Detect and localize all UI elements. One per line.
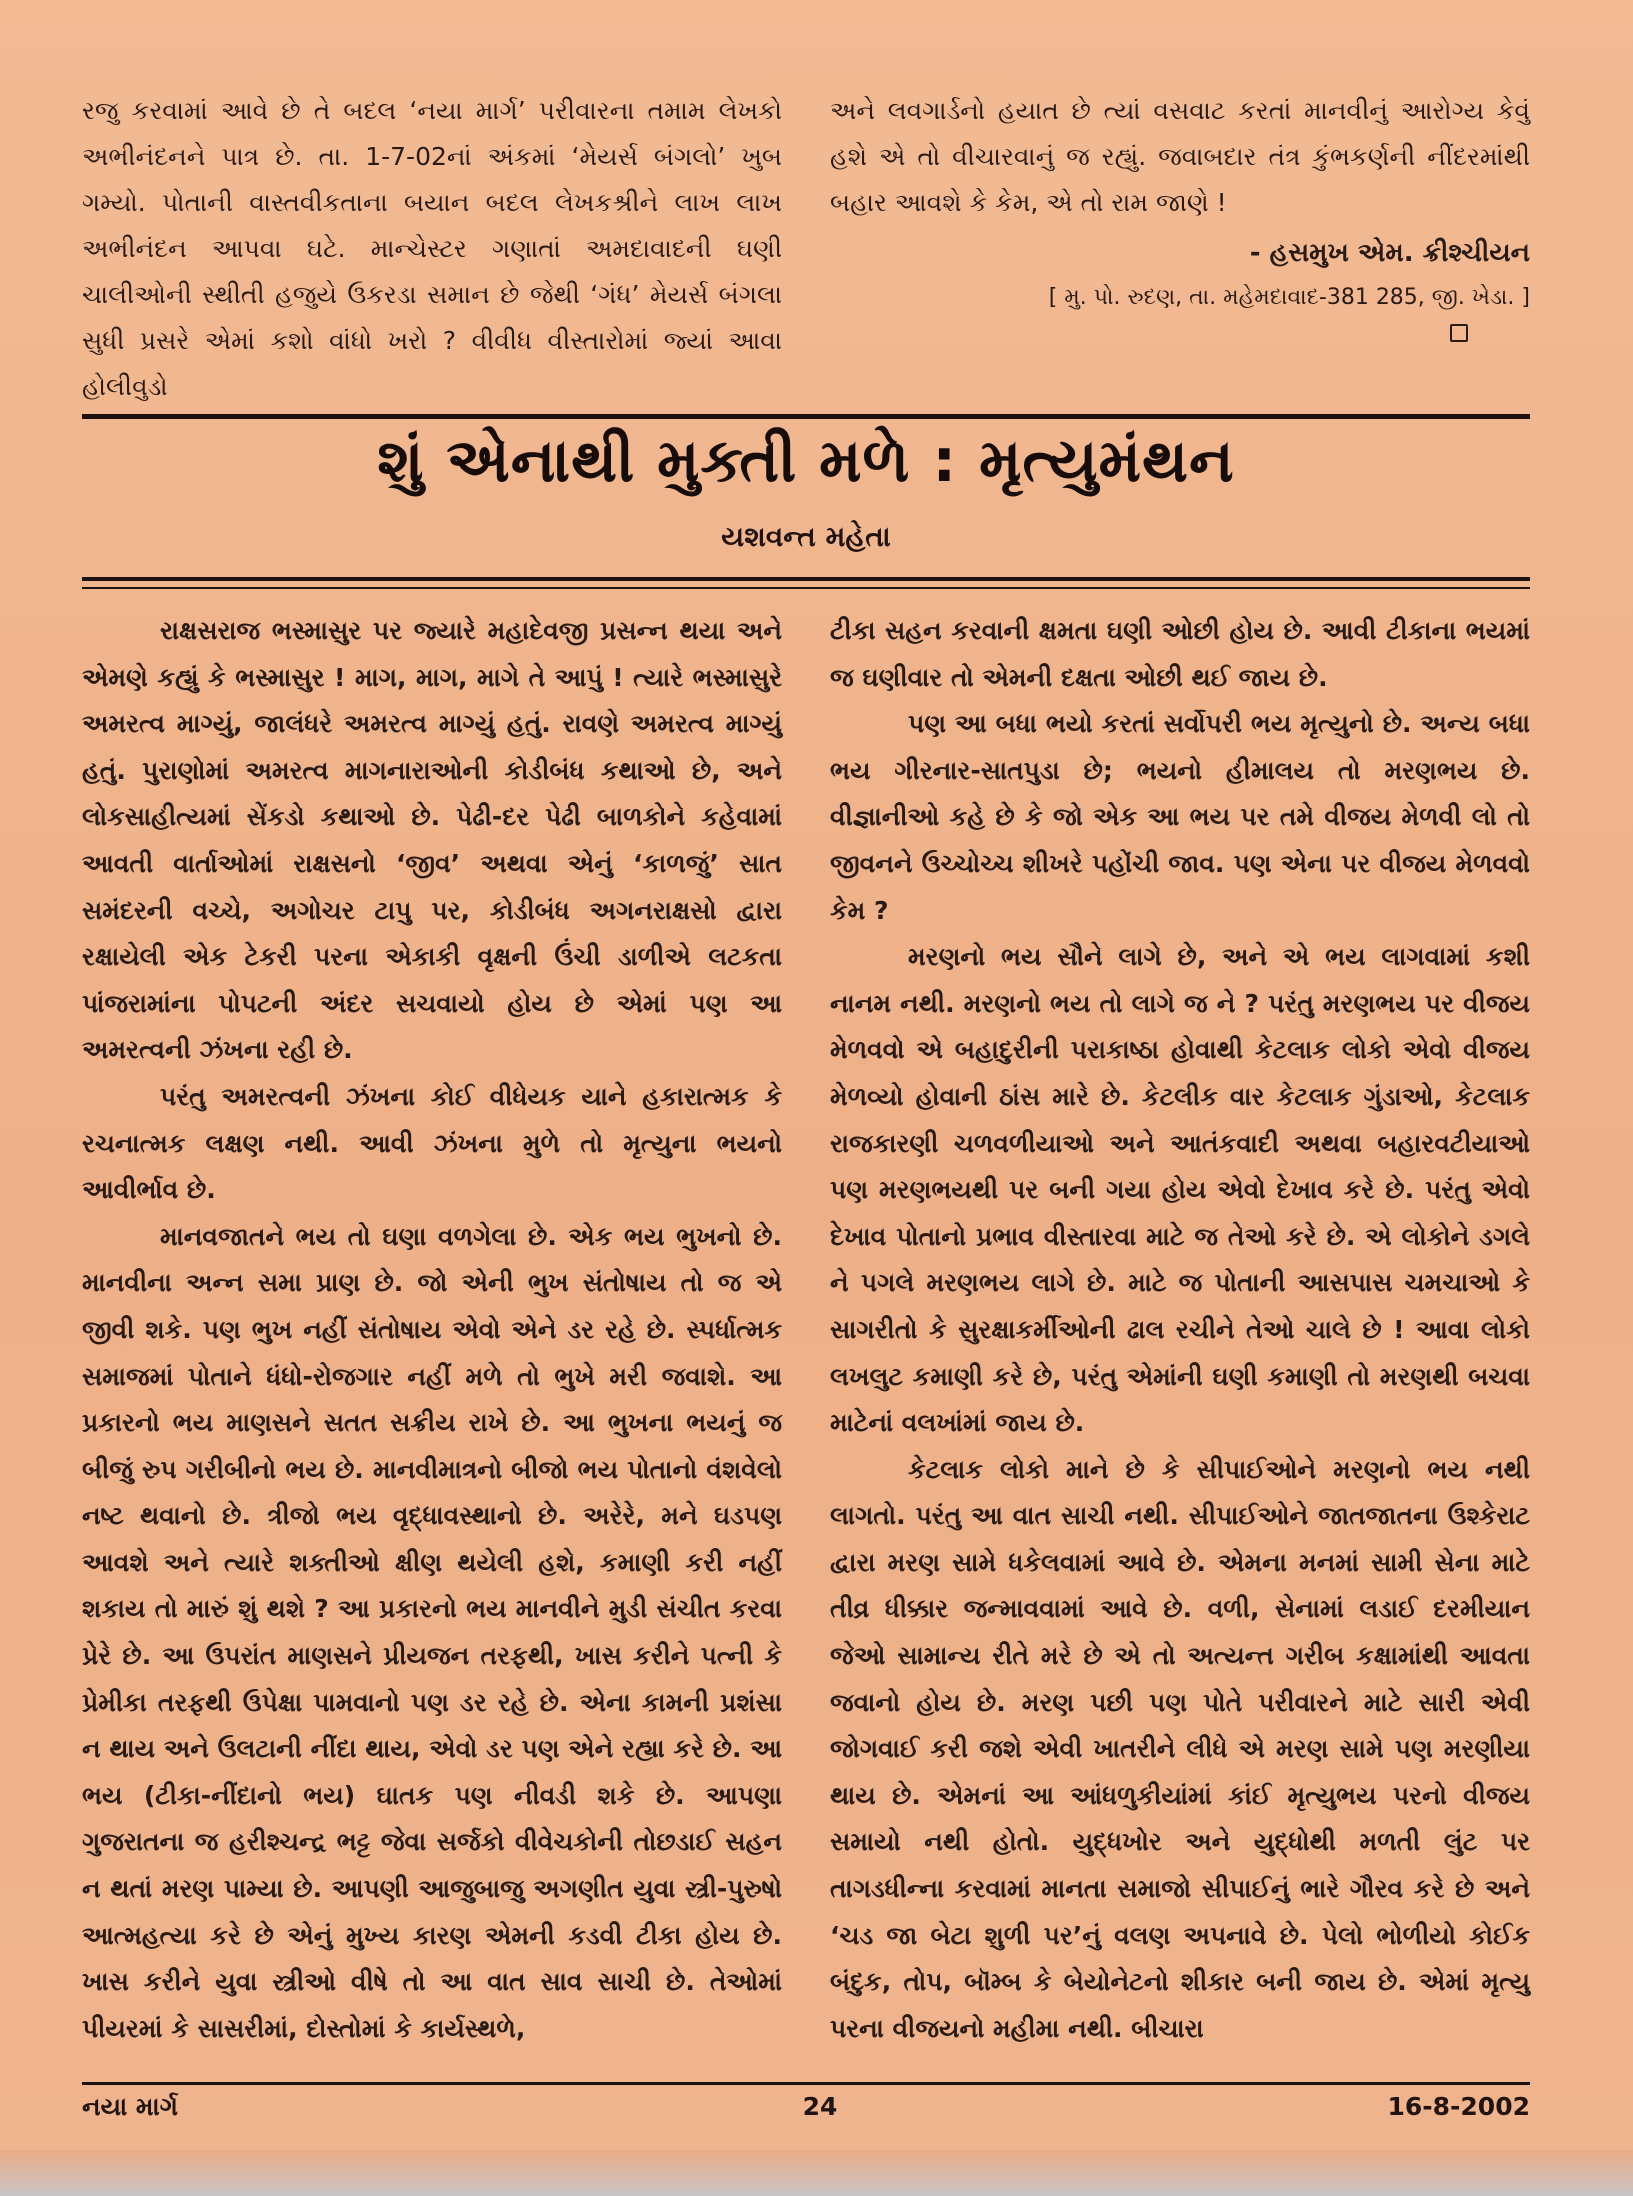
divider bbox=[82, 414, 1530, 419]
article-paragraph: રાક્ષસરાજ ભસ્માસુર પર જ્યારે મહાદેવજી પ્રસન્ન થયા અને એમણે કહ્યું કે ભસ્માસુર ! માગ, માગ, માગે તે આપું ! ત્યારે ભસ્માસુરે અમરત્વ માગ્યું, જાલંધરે અમરત્વ માગ્યું હતું. રાવણે અમરત્વ માગ્યું હતું. પુરાણોમાં અમરત્વ માગનારાઓની કોડીબંધ કથાઓ છે, અને લોકસાહીત્યમાં સેંકડો કથાઓ છે. પેઢી-દર પેઢી બાળકોને કહેવામાં આવતી વાર્તાઓમાં રાક્ષસનો ‘જીવ’ અથવા એનું ‘કાળજું’ સાત સમંદરની વચ્ચે, અગોચર ટાપુ પર, કોડીબંધ અગનરાક્ષસો દ્વારા રક્ષાયેલી એક ટેકરી પરના એકાકી વૃક્ષની ઉંચી ડાળીએ લટકતા પાંજરામાંના પોપટની અંદર સચવાયો હોય છે એમાં પણ આ અમરત્વની ઝંખના રહી છે. bbox=[82, 616, 782, 1065]
footer-magazine-name: નયા માર્ગ bbox=[82, 2092, 178, 2121]
end-mark-icon bbox=[1450, 324, 1468, 342]
divider bbox=[82, 587, 1530, 589]
letter-signature: - હસમુખ એમ. ક્રીશ્ચીયન bbox=[1249, 238, 1530, 268]
letter-right-column bbox=[830, 88, 1530, 342]
article-paragraph: મરણનો ભય સૌને લાગે છે, અને એ ભય લાગવામાં કશી નાનમ નથી. મરણનો ભય તો લાગે જ ને ? પરંતુ મરણભય પર વીજય મેળવવો એ બહાદુરીની પરાકાષ્ઠા હોવાથી કેટલાક લોકો એવો વીજય મેળવ્યો હોવાની ઠાંસ મારે છે. કેટલીક વાર કેટલાક ગુંડાઓ, કેટલાક રાજકારણી ચળવળીયાઓ અને આતંકવાદી અથવા બહારવટીયાઓ પણ મરણભયથી પર બની ગયા હોય એવો દેખાવ કરે છે. પરંતુ એવો દેખાવ પોતાનો પ્રભાવ વીસ્તારવા માટે જ તેઓ કરે છે. એ લોકોને ડગલે ને પગલે મરણભય લાગે છે. માટે જ પોતાની આસપાસ ચમચાઓ કે સાગરીતો કે સુરક્ષાકર્મીઓની ઢાલ રચીને તેઓ ચાલે છે ! આવા લોકો લખલુટ કમાણી કરે છે, પરંતુ એમાંની ઘણી કમાણી તો મરણથી બચવા માટેનાં વલખાંમાં જાય છે. bbox=[830, 942, 1530, 1438]
letter-left-column bbox=[82, 88, 782, 410]
article-paragraph: પરંતુ અમરત્વની ઝંખના કોઈ વીધેયક યાને હકારાત્મક કે રચનાત્મક લક્ષણ નથી. આવી ઝંખના મુળે તો મૃત્યુના ભયનો આવીર્ભાવ છે. bbox=[82, 1081, 782, 1205]
article-right-column bbox=[830, 608, 1530, 2052]
article-title: શું એનાથી મુક્તી મળે : મૃત્યુમંથન bbox=[377, 426, 1235, 496]
letter-paragraph: અને લવગાર્ડનો હયાત છે ત્યાં વસવાટ કરતાં માનવીનું આરોગ્ય કેવું હશે એ તો વીચારવાનું જ રહ્યું. જવાબદાર તંત્ર કુંભકર્ણની નીંદરમાંથી બહાર આવશે કે કેમ, એ તો રામ જાણે ! bbox=[830, 96, 1530, 217]
letter-paragraph: રજુ કરવામાં આવે છે તે બદલ ‘નયા માર્ગ’ પરીવારના તમામ લેખકો અભીનંદનને પાત્ર છે. તા. 1-7-02નાં અંકમાં ‘મેયર્સ બંગલો’ ખુબ ગમ્યો. પોતાની વાસ્તવીકતાના બયાન બદલ લેખકશ્રીને લાખ લાખ અભીનંદન આપવા ઘટે. માન્ચેસ્ટર ગણાતાં અમદાવાદની ઘણી ચાલીઓની સ્થીતી હજુયે ઉકરડા સમાન છે જેથી ‘ગંધ’ મેયર્સ બંગલા સુધી પ્રસરે એમાં કશો વાંધો ખરો ? વીવીધ વીસ્તારોમાં જ્યાં આવા હોલીવુડો bbox=[82, 96, 782, 401]
footer-date: 16-8-2002 bbox=[1387, 2092, 1530, 2121]
article-left-column bbox=[82, 608, 782, 2052]
article-paragraph: ટીકા સહન કરવાની ક્ષમતા ઘણી ઓછી હોય છે. આવી ટીકાના ભયમાં જ ઘણીવાર તો એમની દક્ષતા ઓછી થઈ જાય છે. bbox=[830, 616, 1530, 692]
letter-address: [ મુ. પો. રુદણ, તા. મહેમદાવાદ-381 285, જી. ખેડા. ] bbox=[1048, 285, 1530, 310]
divider bbox=[82, 577, 1530, 581]
article-author: યશવન્ત મહેતા bbox=[721, 520, 891, 553]
scan-edge bbox=[0, 2150, 1633, 2196]
footer-divider bbox=[82, 2082, 1530, 2085]
article-paragraph: માનવજાતને ભય તો ઘણા વળગેલા છે. એક ભય ભુખનો છે. માનવીના અન્ન સમા પ્રાણ છે. જો એની ભુખ સંતોષાય તો જ એ જીવી શકે. પણ ભુખ નહીં સંતોષાય એવો એને ડર રહે છે. સ્પર્ધાત્મક સમાજમાં પોતાને ધંધો-રોજગાર નહીં મળે તો ભુખે મરી જવાશે. આ પ્રકારનો ભય માણસને સતત સક્રીય રાખે છે. આ ભુખના ભયનું જ બીજું રુપ ગરીબીનો ભય છે. માનવીમાત્રનો બીજો ભય પોતાનો વંશવેલો નષ્ટ થવાનો છે. ત્રીજો ભય વૃદ્ધાવસ્થાનો છે. અરેરે, મને ઘડપણ આવશે અને ત્યારે શક્તીઓ ક્ષીણ થયેલી હશે, કમાણી કરી નહીં શકાય તો મારું શું થશે ? આ પ્રકારનો ભય માનવીને મુડી સંચીત કરવા પ્રેરે છે. આ ઉપરાંત માણસને પ્રીયજન તરફથી, ખાસ કરીને પત્ની કે પ્રેમીકા તરફથી ઉપેક્ષા પામવાનો પણ ડર રહે છે. એના કામની પ્રશંસા ન થાય અને ઉલટાની નીંદા થાય, એવો ડર પણ એને રહ્યા કરે છે. આ ભય (ટીકા-નીંદાનો ભય) ઘાતક પણ નીવડી શકે છે. આપણા ગુજરાતના જ હરીશ્ચન્દ્ર ભટ્ટ જેવા સર્જકો વીવેચકોની તોછડાઈ સહન ન થતાં મરણ પામ્યા છે. આપણી આજુબાજુ અગણીત યુવા સ્ત્રી-પુરુષો આત્મહત્યા કરે છે એનું મુખ્ય કારણ એમની કડવી ટીકા હોય છે. ખાસ કરીને યુવા સ્ત્રીઓ વીષે તો આ વાત સાવ સાચી છે. તેઓમાં પીયરમાં કે સાસરીમાં, દોસ્તોમાં કે કાર્યસ્થળે, bbox=[82, 1221, 782, 2043]
footer-page-number: 24 bbox=[802, 2092, 838, 2121]
article-paragraph: કેટલાક લોકો માને છે કે સીપાઈઓને મરણનો ભય નથી લાગતો. પરંતુ આ વાત સાચી નથી. સીપાઈઓને જાતજાતના ઉશ્કેરાટ દ્વારા મરણ સામે ધકેલવામાં આવે છે. એમના મનમાં સામી સેના માટે તીવ્ર ધીક્કાર જન્માવવામાં આવે છે. વળી, સેનામાં લડાઈ દરમીયાન જેઓ સામાન્ય રીતે મરે છે એ તો અત્યન્ત ગરીબ કક્ષામાંથી આવતા જવાનો હોય છે. મરણ પછી પણ પોતે પરીવારને માટે સારી એવી જોગવાઈ કરી જશે એવી ખાતરીને લીધે એ મરણ સામે પણ મરણીયા થાય છે. એમનાં આ આંધળુકીયાંમાં કાંઈ મૃત્યુભય પરનો વીજય સમાયો નથી હોતો. યુદ્ધખોર અને યુદ્ધોથી મળતી લુંટ પર તાગડધીન્ના કરવામાં માનતા સમાજો સીપાઈનું ભારે ગૌરવ કરે છે અને ‘ચડ જા બેટા શુળી પર’નું વલણ અપનાવે છે. પેલો ભોળીયો કોઈક બંદુક, તોપ, બૉમ્બ કે બેયોનેટનો શીકાર બની જાય છે. એમાં મૃત્યુ પરના વીજયનો મહીમા નથી. બીચારા bbox=[830, 1454, 1530, 2043]
article-paragraph: પણ આ બધા ભયો કરતાં સર્વોપરી ભય મૃત્યુનો છે. અન્ય બધા ભય ગીરનાર-સાતપુડા છે; ભયનો હીમાલય તો મરણભય છે. વીજ્ઞાનીઓ કહે છે કે જો એક આ ભય પર તમે વીજય મેળવી લો તો જીવનને ઉચ્ચોચ્ચ શીખરે પહોંચી જાવ. પણ એના પર વીજય મેળવવો કેમ ? bbox=[830, 709, 1530, 925]
